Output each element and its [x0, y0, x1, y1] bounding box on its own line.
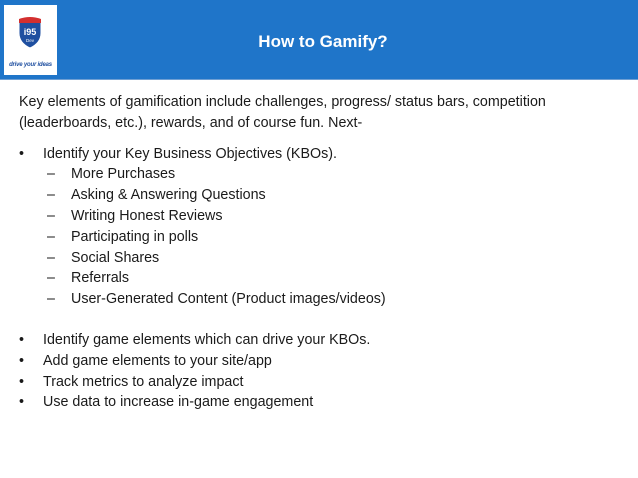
sub-item-text: Writing Honest Reviews — [71, 207, 223, 224]
dash-icon: – — [47, 270, 55, 287]
bullet-text: Identify game elements which can drive your KBOs. — [43, 331, 371, 348]
dash-icon: – — [47, 228, 55, 245]
intro-paragraph: Key elements of gamification include challenges, progress/ status bars, competition (leaderboards, etc.), rewards, and of course fun. Next- — [19, 94, 546, 131]
list-item — [47, 248, 619, 269]
logo-sub: Dev — [25, 38, 35, 43]
list-item — [47, 227, 619, 248]
steps-list — [19, 330, 619, 413]
bullet-icon: • — [19, 373, 25, 390]
spacer — [19, 310, 619, 330]
bullet-icon: • — [19, 352, 25, 369]
kbo-sub-list — [19, 164, 619, 310]
slide-body — [19, 92, 619, 413]
bullet-icon: • — [19, 394, 25, 411]
list-item — [19, 351, 619, 372]
sub-item-text: Social Shares — [71, 249, 160, 266]
sub-item-text: Participating in polls — [71, 228, 199, 245]
list-item — [19, 372, 619, 393]
dash-icon: – — [47, 249, 55, 266]
sub-item-text: More Purchases — [71, 166, 176, 183]
bullet-icon: • — [19, 145, 25, 162]
list-item — [47, 206, 619, 227]
list-item — [19, 144, 619, 165]
list-item — [19, 392, 619, 413]
bullet-text: Add game elements to your site/app — [43, 352, 272, 369]
bullet-text: Identify your Key Business Objectives (KBOs). — [43, 145, 337, 162]
sub-item-text: Asking & Answering Questions — [71, 187, 266, 204]
logo-tagline: drive your ideas — [9, 62, 52, 68]
dash-icon: – — [47, 166, 55, 183]
spacer — [19, 134, 619, 144]
bullet-icon: • — [19, 331, 25, 348]
sub-item-text: Referrals — [71, 270, 129, 287]
company-logo — [4, 5, 57, 75]
list-item — [19, 330, 619, 351]
page-title: How to Gamify? — [258, 32, 388, 51]
kbo-list — [19, 144, 619, 165]
logo-number: i95 — [23, 27, 37, 37]
list-item — [47, 289, 619, 310]
list-item — [47, 185, 619, 206]
sub-item-text: User-Generated Content (Product images/videos) — [71, 291, 386, 308]
dash-icon: – — [47, 187, 55, 204]
list-item — [47, 164, 619, 185]
interstate-shield-icon — [16, 13, 44, 49]
bullet-text: Track metrics to analyze impact — [43, 373, 244, 390]
slide-header — [0, 0, 638, 80]
dash-icon: – — [47, 291, 55, 308]
bullet-text: Use data to increase in-game engagement — [43, 394, 314, 411]
dash-icon: – — [47, 207, 55, 224]
list-item — [47, 268, 619, 289]
